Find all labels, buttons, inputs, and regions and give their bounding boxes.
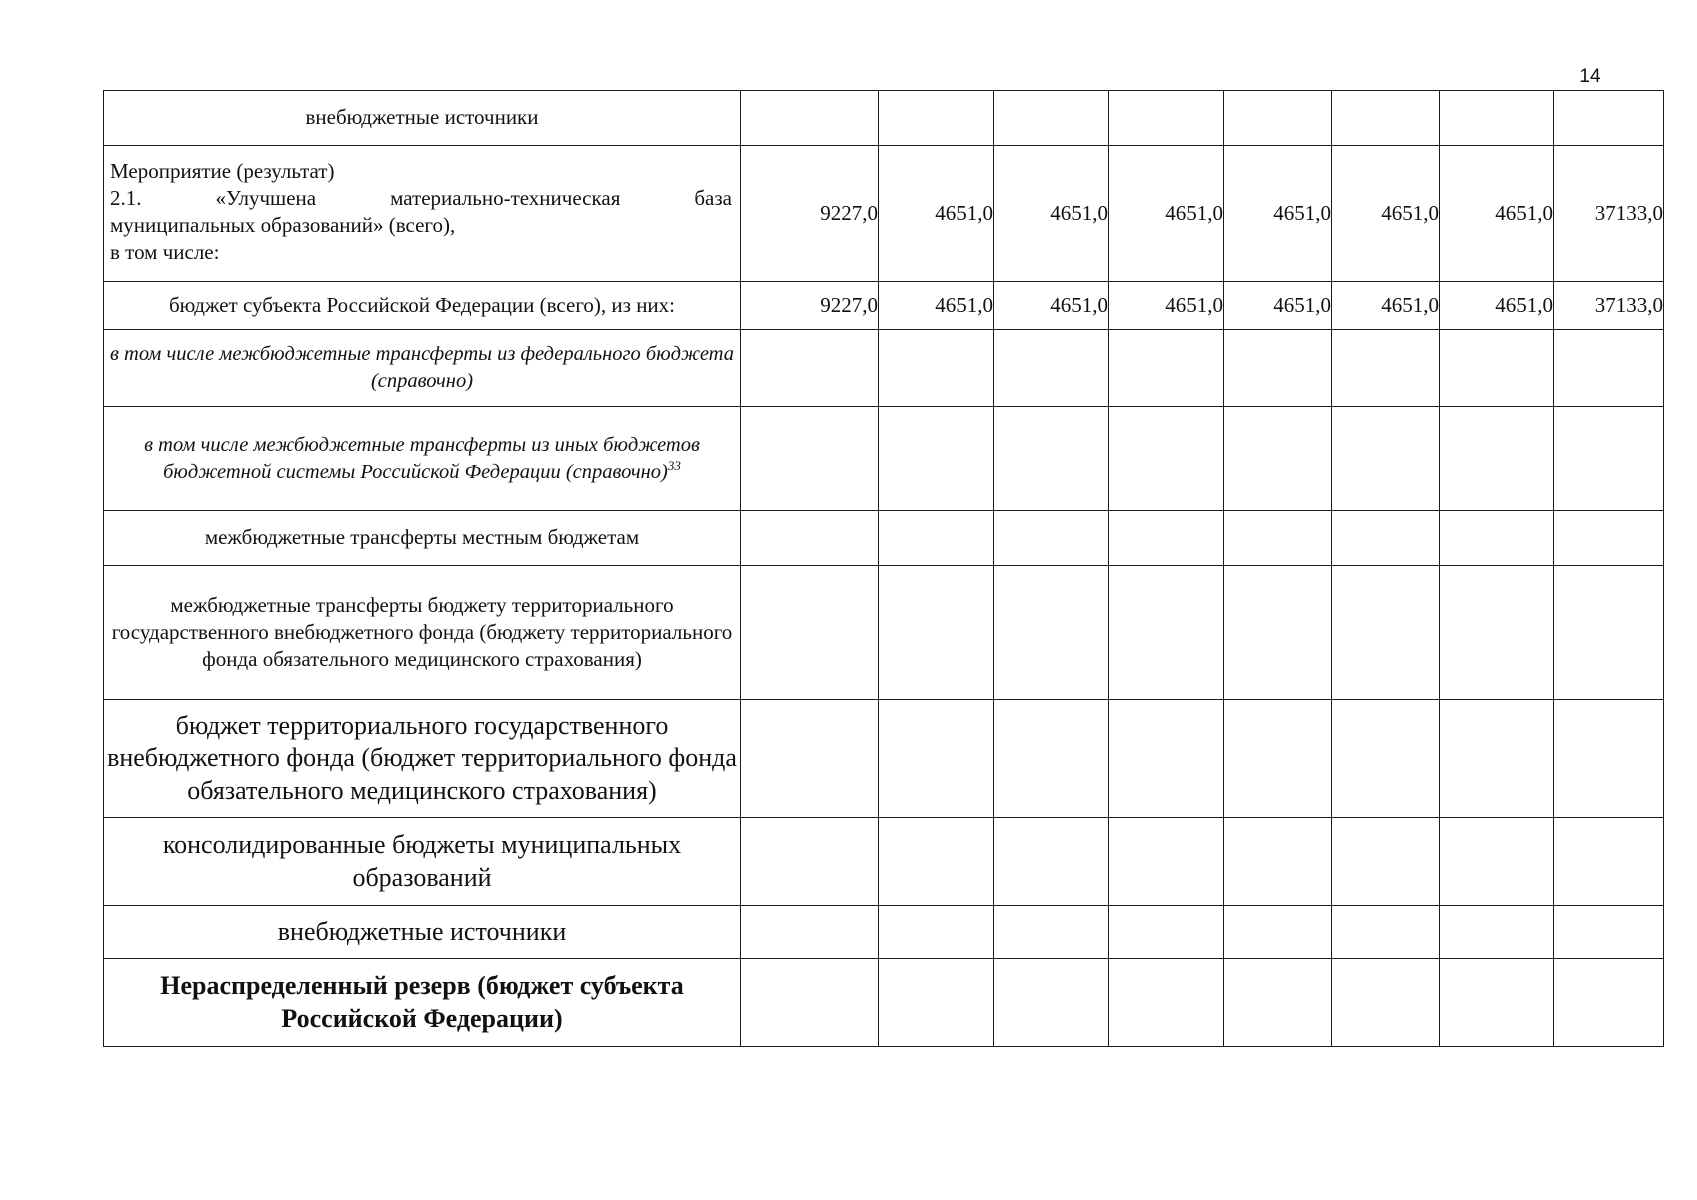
row-label xyxy=(104,407,741,511)
value-cell xyxy=(1332,906,1440,959)
value-cell xyxy=(741,91,879,146)
value-cell: 4651,0 xyxy=(1440,282,1554,330)
table-row-consolidated-municipal xyxy=(104,818,1664,906)
value-cell xyxy=(1224,91,1332,146)
value-cell xyxy=(994,407,1109,511)
value-cell xyxy=(994,959,1109,1047)
row-label-text: в том числе межбюджетные трансферты из иных бюджетов бюджетной системы Российской Федерации (справочно) xyxy=(144,433,700,483)
value-cell xyxy=(994,818,1109,906)
value-cell xyxy=(1224,700,1332,818)
value-cell xyxy=(1109,906,1224,959)
value-cell: 4651,0 xyxy=(1109,146,1224,282)
value-cell xyxy=(1332,407,1440,511)
value-cell xyxy=(1440,511,1554,566)
value-cell: 4651,0 xyxy=(879,146,994,282)
value-cell xyxy=(879,330,994,407)
value-cell: 9227,0 xyxy=(741,282,879,330)
value-cell xyxy=(994,906,1109,959)
value-cell xyxy=(1109,330,1224,407)
value-cell xyxy=(994,330,1109,407)
value-cell xyxy=(1224,511,1332,566)
value-cell xyxy=(1554,91,1664,146)
value-cell xyxy=(1332,818,1440,906)
value-cell xyxy=(1224,566,1332,700)
value-cell: 4651,0 xyxy=(994,146,1109,282)
value-cell xyxy=(1554,330,1664,407)
budget-table xyxy=(103,90,1664,1047)
value-cell: 4651,0 xyxy=(1332,146,1440,282)
value-cell xyxy=(1224,959,1332,1047)
value-cell xyxy=(1109,959,1224,1047)
table-row-other-transfers xyxy=(104,407,1664,511)
row-label-line: Мероприятие (результат) xyxy=(110,159,335,183)
value-cell xyxy=(1224,330,1332,407)
value-cell xyxy=(994,91,1109,146)
value-cell xyxy=(879,700,994,818)
value-cell: 4651,0 xyxy=(1224,146,1332,282)
value-cell: 4651,0 xyxy=(994,282,1109,330)
row-label: бюджет территориального государственного внебюджетного фонда (бюджет территориального фонда обязательного медицинского страхования) xyxy=(104,700,741,818)
footnote-marker: 33 xyxy=(667,457,681,473)
table-row-fund-budget xyxy=(104,700,1664,818)
value-cell xyxy=(1224,407,1332,511)
value-cell xyxy=(1109,91,1224,146)
value-cell xyxy=(994,511,1109,566)
value-cell xyxy=(1224,818,1332,906)
value-cell xyxy=(1440,407,1554,511)
row-label: Нераспределенный резерв (бюджет субъекта Российской Федерации) xyxy=(104,959,741,1047)
value-cell xyxy=(1332,511,1440,566)
row-label: внебюджетные источники xyxy=(104,906,741,959)
value-cell: 4651,0 xyxy=(1109,282,1224,330)
value-cell: 4651,0 xyxy=(1224,282,1332,330)
value-cell xyxy=(994,566,1109,700)
value-cell xyxy=(1440,906,1554,959)
value-cell xyxy=(741,511,879,566)
page-number: 14 xyxy=(1579,66,1601,87)
value-cell xyxy=(1332,566,1440,700)
row-label-line: в том числе: xyxy=(110,239,220,264)
value-cell xyxy=(1332,330,1440,407)
value-cell xyxy=(741,330,879,407)
row-label: межбюджетные трансферты бюджету территориального государственного внебюджетного фонда (бюджету территориального фонда обязательного медицинского страхования) xyxy=(104,566,741,700)
value-cell xyxy=(994,700,1109,818)
value-cell: 9227,0 xyxy=(741,146,879,282)
row-label: межбюджетные трансферты местным бюджетам xyxy=(104,511,741,566)
value-cell xyxy=(741,818,879,906)
table-row-extrabudgetary-sources-top xyxy=(104,91,1664,146)
value-cell xyxy=(1554,511,1664,566)
value-cell xyxy=(1109,818,1224,906)
value-cell xyxy=(879,566,994,700)
table-row-local-transfers xyxy=(104,511,1664,566)
value-cell xyxy=(1440,818,1554,906)
value-cell xyxy=(1332,91,1440,146)
value-cell xyxy=(741,700,879,818)
row-label: бюджет субъекта Российской Федерации (всего), из них: xyxy=(104,282,741,330)
value-cell xyxy=(879,818,994,906)
value-cell: 4651,0 xyxy=(879,282,994,330)
value-cell xyxy=(879,959,994,1047)
value-cell xyxy=(1440,330,1554,407)
value-cell xyxy=(1554,818,1664,906)
value-cell xyxy=(879,407,994,511)
table-row-federal-transfers xyxy=(104,330,1664,407)
value-cell xyxy=(1109,700,1224,818)
table-row-extrabudgetary-sources-bottom xyxy=(104,906,1664,959)
value-cell xyxy=(1554,700,1664,818)
value-cell xyxy=(879,91,994,146)
value-cell xyxy=(1109,511,1224,566)
table-row-measure-2-1 xyxy=(104,146,1664,282)
value-cell xyxy=(1332,959,1440,1047)
row-label: в том числе межбюджетные трансферты из федерального бюджета (справочно) xyxy=(104,330,741,407)
table-row-unallocated-reserve xyxy=(104,959,1664,1047)
value-cell: 4651,0 xyxy=(1332,282,1440,330)
value-cell: 4651,0 xyxy=(1440,146,1554,282)
value-cell xyxy=(1109,566,1224,700)
row-label-line: муниципальных образований» (всего), xyxy=(110,212,456,237)
row-label-measure xyxy=(104,146,741,282)
value-cell xyxy=(1440,91,1554,146)
value-cell xyxy=(1440,959,1554,1047)
value-cell xyxy=(1440,566,1554,700)
value-cell xyxy=(1554,959,1664,1047)
value-cell xyxy=(1224,906,1332,959)
value-cell xyxy=(1332,700,1440,818)
table-row-subject-budget xyxy=(104,282,1664,330)
value-cell xyxy=(1554,906,1664,959)
value-cell xyxy=(1554,407,1664,511)
value-cell xyxy=(741,407,879,511)
value-cell: 37133,0 xyxy=(1554,282,1664,330)
value-cell xyxy=(1440,700,1554,818)
row-label: консолидированные бюджеты муниципальных образований xyxy=(104,818,741,906)
value-cell xyxy=(879,511,994,566)
row-label-line: 2.1. «Улучшена материально-техническая база xyxy=(110,185,732,210)
value-cell xyxy=(1109,407,1224,511)
value-cell: 37133,0 xyxy=(1554,146,1664,282)
value-cell xyxy=(879,906,994,959)
value-cell xyxy=(741,959,879,1047)
table-row-fund-transfers xyxy=(104,566,1664,700)
row-label: внебюджетные источники xyxy=(104,91,741,146)
value-cell xyxy=(741,566,879,700)
value-cell xyxy=(741,906,879,959)
value-cell xyxy=(1554,566,1664,700)
